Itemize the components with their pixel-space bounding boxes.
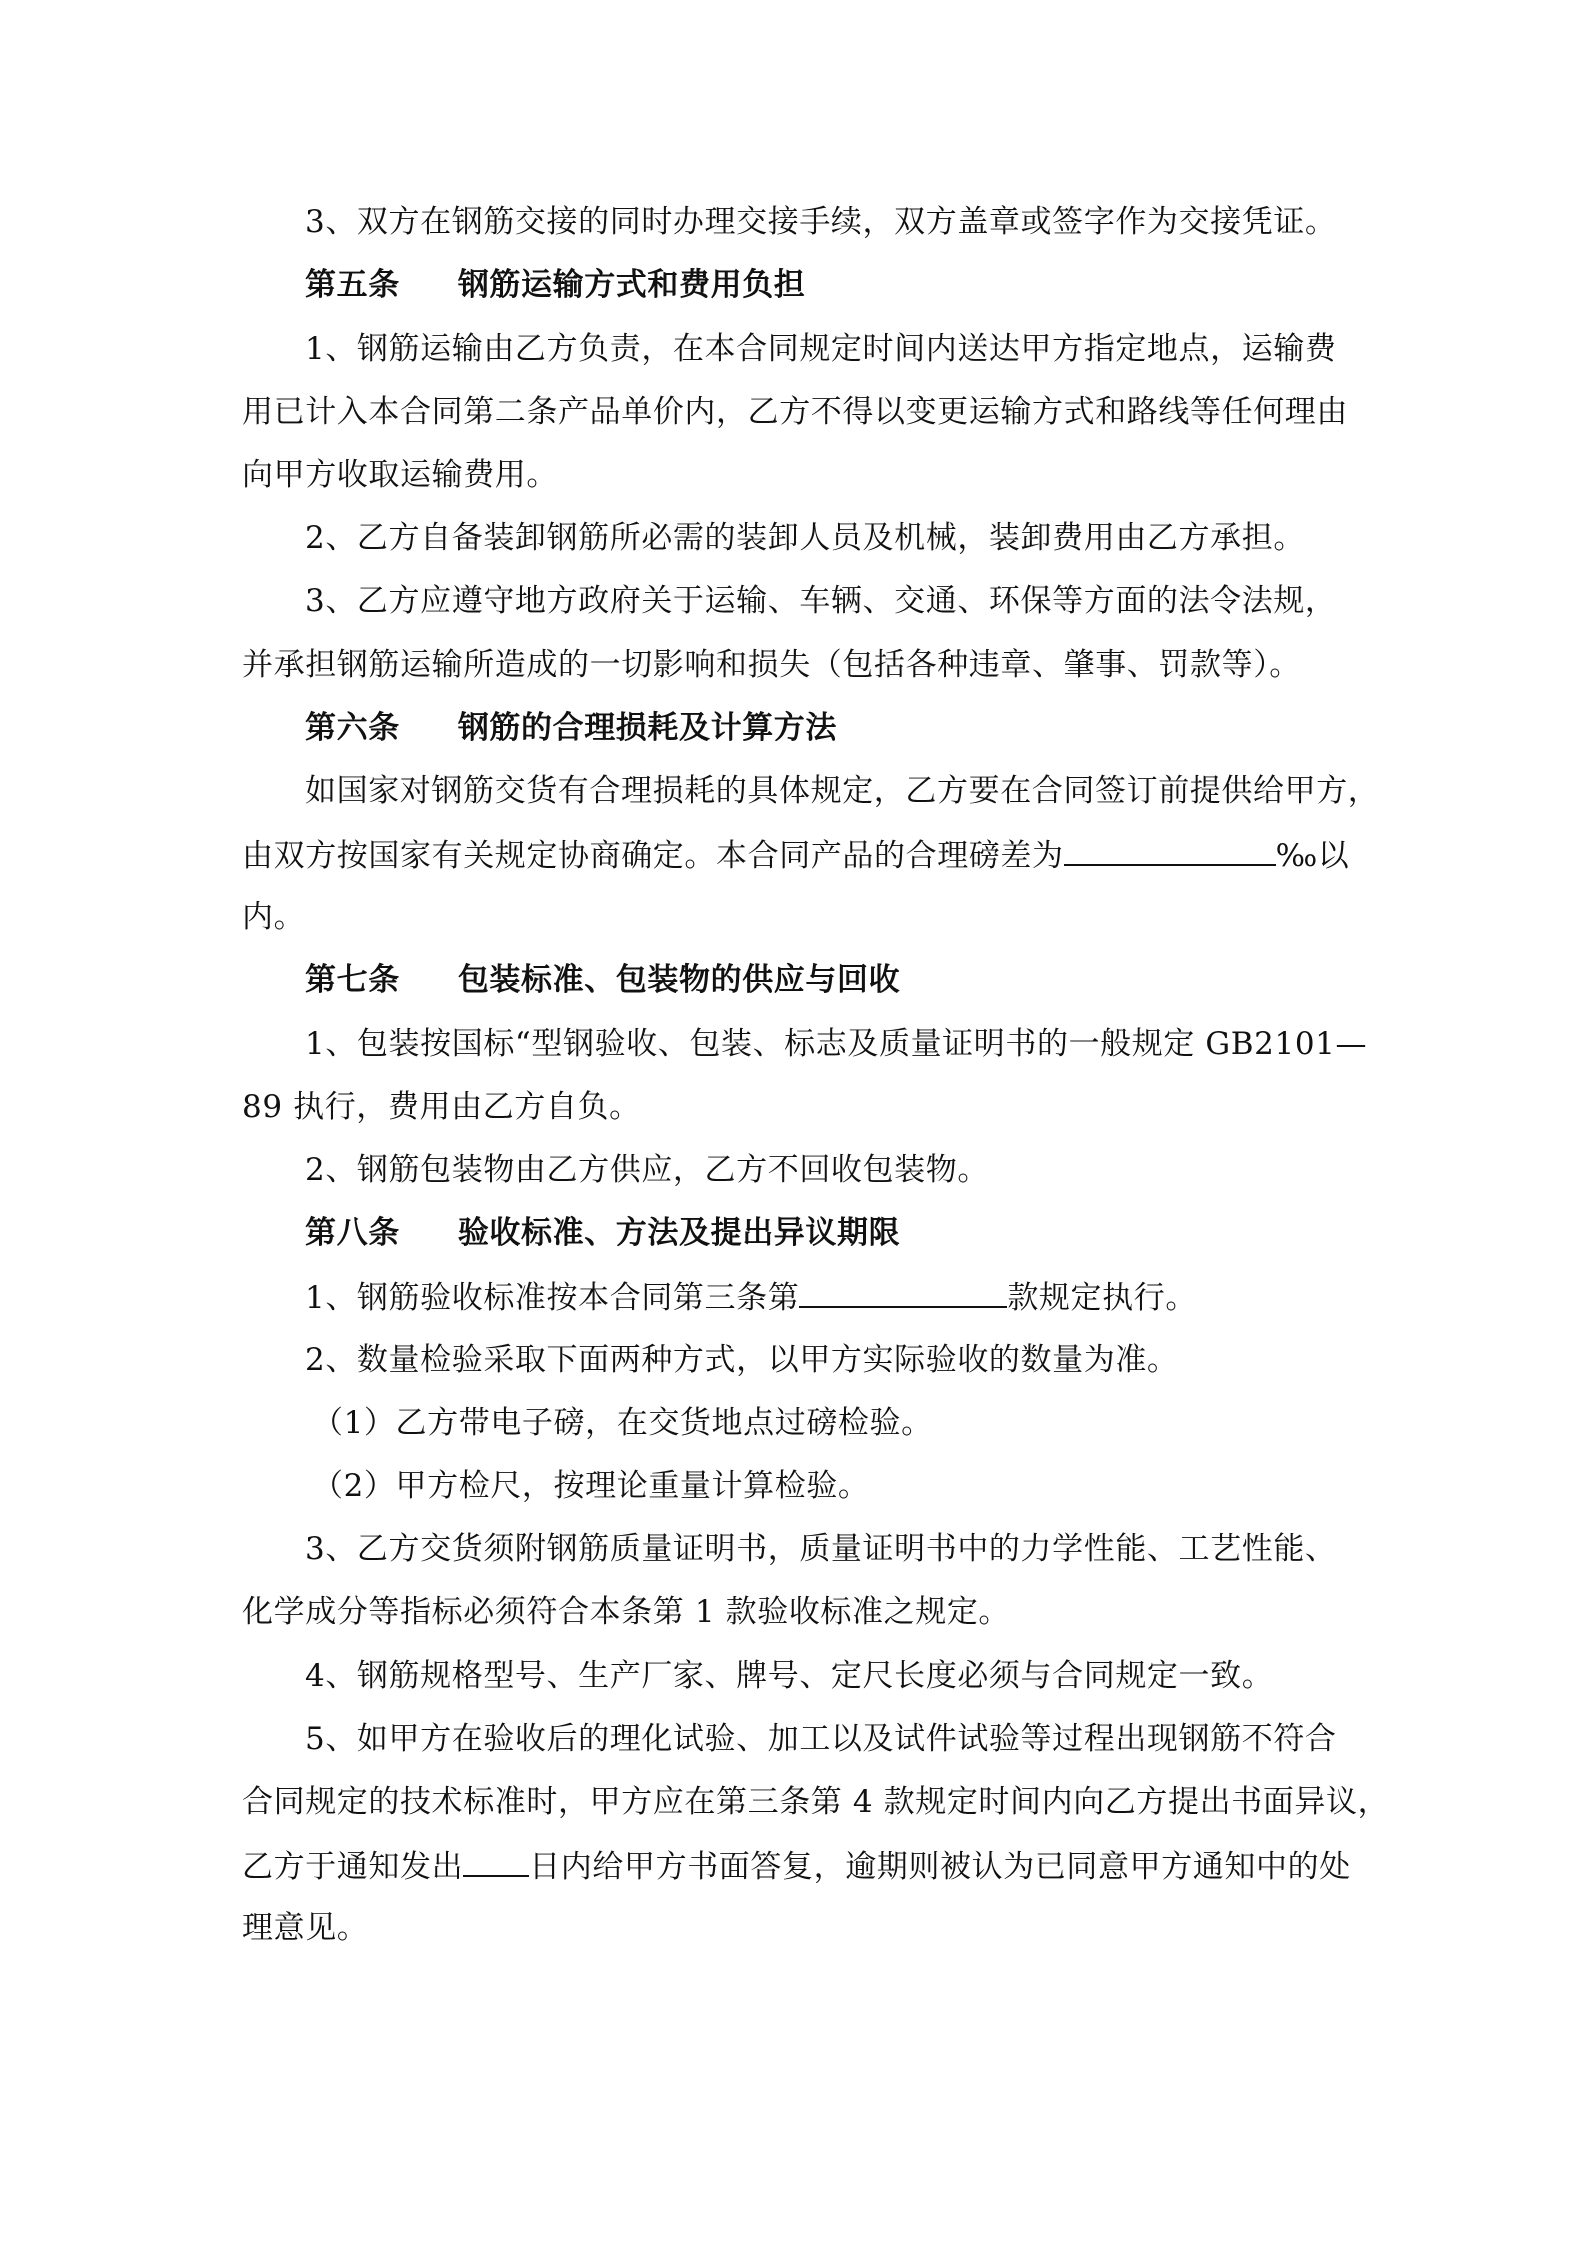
paragraph-line: 2、数量检验采取下面两种方式，以甲方实际验收的数量为准。 bbox=[305, 1342, 1179, 1378]
article-number: 第七条 bbox=[305, 962, 400, 998]
article-number: 第五条 bbox=[305, 267, 400, 303]
fill-in-blank[interactable] bbox=[1064, 834, 1276, 866]
paragraph-line: （2）甲方检尺，按理论重量计算检验。 bbox=[312, 1468, 870, 1504]
paragraph-line bbox=[305, 1276, 1197, 1318]
fill-in-blank[interactable] bbox=[799, 1276, 1007, 1308]
paragraph-line: 5、如甲方在验收后的理化试验、加工以及试件试验等过程出现钢筋不符合 bbox=[305, 1721, 1337, 1757]
fill-in-blank[interactable] bbox=[463, 1845, 529, 1877]
paragraph-line bbox=[242, 1845, 1351, 1887]
line-text: ‰以 bbox=[1275, 838, 1350, 874]
paragraph-line: 3、双方在钢筋交接的同时办理交接手续，双方盖章或签字作为交接凭证。 bbox=[305, 204, 1337, 240]
paragraph-line: 4、钢筋规格型号、生产厂家、牌号、定尺长度必须与合同规定一致。 bbox=[305, 1658, 1274, 1694]
article-title: 验收标准、方法及提出异议期限 bbox=[457, 1215, 901, 1251]
paragraph-line: 3、乙方交货须附钢筋质量证明书，质量证明书中的力学性能、工艺性能、 bbox=[305, 1531, 1337, 1567]
paragraph-line: 用已计入本合同第二条产品单价内，乙方不得以变更运输方式和路线等任何理由 bbox=[242, 394, 1348, 430]
paragraph-line: 2、钢筋包装物由乙方供应，乙方不回收包装物。 bbox=[305, 1152, 989, 1188]
line-text: 款规定执行。 bbox=[1007, 1280, 1197, 1316]
paragraph-line: 并承担钢筋运输所造成的一切影响和损失（包括各种违章、肇事、罚款等）。 bbox=[242, 647, 1301, 683]
article-7-heading bbox=[305, 960, 900, 1000]
article-5-heading bbox=[305, 265, 805, 305]
paragraph-line: 如国家对钢筋交货有合理损耗的具体规定，乙方要在合同签订前提供给甲方， bbox=[305, 773, 1380, 809]
line-text: 1、钢筋验收标准按本合同第三条第 bbox=[305, 1280, 800, 1316]
article-title: 钢筋运输方式和费用负担 bbox=[457, 267, 806, 303]
article-number: 第六条 bbox=[305, 710, 400, 746]
paragraph-line: 3、乙方应遵守地方政府关于运输、车辆、交通、环保等方面的法令法规， bbox=[305, 583, 1337, 619]
paragraph-line: 1、钢筋运输由乙方负责，在本合同规定时间内送达甲方指定地点，运输费 bbox=[305, 331, 1337, 367]
article-number: 第八条 bbox=[305, 1215, 400, 1251]
article-6-heading bbox=[305, 708, 837, 748]
paragraph-line bbox=[242, 834, 1349, 876]
paragraph-line: 2、乙方自备装卸钢筋所必需的装卸人员及机械，装卸费用由乙方承担。 bbox=[305, 520, 1305, 556]
article-title: 钢筋的合理损耗及计算方法 bbox=[457, 710, 838, 746]
line-text: 由双方按国家有关规定协商确定。本合同产品的合理磅差为 bbox=[242, 838, 1064, 874]
paragraph-line: 合同规定的技术标准时，甲方应在第三条第 4 款规定时间内向乙方提出书面异议， bbox=[242, 1784, 1390, 1820]
paragraph-line: 1、包装按国标“型钢验收、包装、标志及质量证明书的一般规定 GB2101— bbox=[305, 1026, 1368, 1062]
paragraph-line: 89 执行，费用由乙方自负。 bbox=[242, 1089, 641, 1125]
paragraph-line: 向甲方收取运输费用。 bbox=[242, 457, 558, 493]
article-8-heading bbox=[305, 1213, 900, 1253]
paragraph-line: 化学成分等指标必须符合本条第 1 款验收标准之规定。 bbox=[242, 1594, 1011, 1630]
line-text: 乙方于通知发出 bbox=[242, 1849, 464, 1885]
paragraph-line: 内。 bbox=[242, 899, 306, 935]
line-text: 日内给甲方书面答复，逾期则被认为已同意甲方通知中的处 bbox=[529, 1849, 1351, 1885]
article-title: 包装标准、包装物的供应与回收 bbox=[457, 962, 901, 998]
paragraph-line: （1）乙方带电子磅，在交货地点过磅检验。 bbox=[312, 1405, 933, 1441]
paragraph-line: 理意见。 bbox=[242, 1910, 369, 1946]
